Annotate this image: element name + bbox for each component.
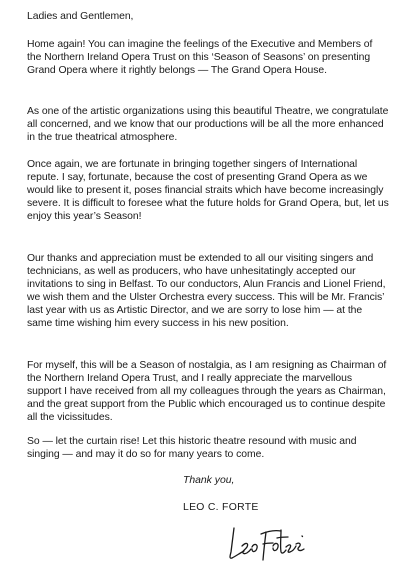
paragraph-singers-cost: Once again, we are fortunate in bringing together singers of International repute. I say, fortunate, because the cost of presenting Grand Opera as we would like to present it, poses financial straits which have become increasingly severe. It is difficult to foresee what the future holds for Grand Opera, but, let us enjoy this year’s Season! — [27, 159, 389, 222]
handwritten-signature — [226, 522, 308, 564]
paragraph-congratulations: As one of the artistic organizations using this beautiful Theatre, we congratulate all concerned, and we know that our productions will be all the more enhanced in the true theatrical atmosphere. — [27, 106, 389, 143]
closing-line: Thank you, — [183, 475, 235, 486]
signatory-name: LEO C. FORTE — [183, 502, 259, 513]
paragraph-thanks: Our thanks and appreciation must be extended to all our visiting singers and technicians, as well as producers, who have unhesitatingly accepted our invitations to sing in Belfast. To our conductors, Alun Francis and Lionel Friend, we wish them and the Ulster Orchestra every success. This will be Mr. Francis’ last year with us as Artistic Director, and we are sorry to lose him — at the same time wishing him every success in his new position. — [27, 253, 386, 329]
paragraph-resignation: For myself, this will be a Season of nostalgia, as I am resigning as Chairman of the Northern Ireland Opera Trust, and I really appreciate the marvellous support I have received from all my colleagues through the years as Chairman, and the great support from the Public which encouraged us to continue despite all the vicissitudes. — [27, 360, 387, 423]
paragraph-curtain: So — let the curtain rise! Let this historic theatre resound with music and singing — and may it do so for many years to come. — [27, 436, 357, 460]
paragraph-homecoming: Home again! You can imagine the feelings of the Executive and Members of the Northern Ireland Opera Trust on this ‘Season of Seasons’ on presenting Grand Opera where it rightly belongs — The Grand Opera House. — [27, 39, 373, 76]
salutation: Ladies and Gentlemen, — [27, 11, 134, 22]
